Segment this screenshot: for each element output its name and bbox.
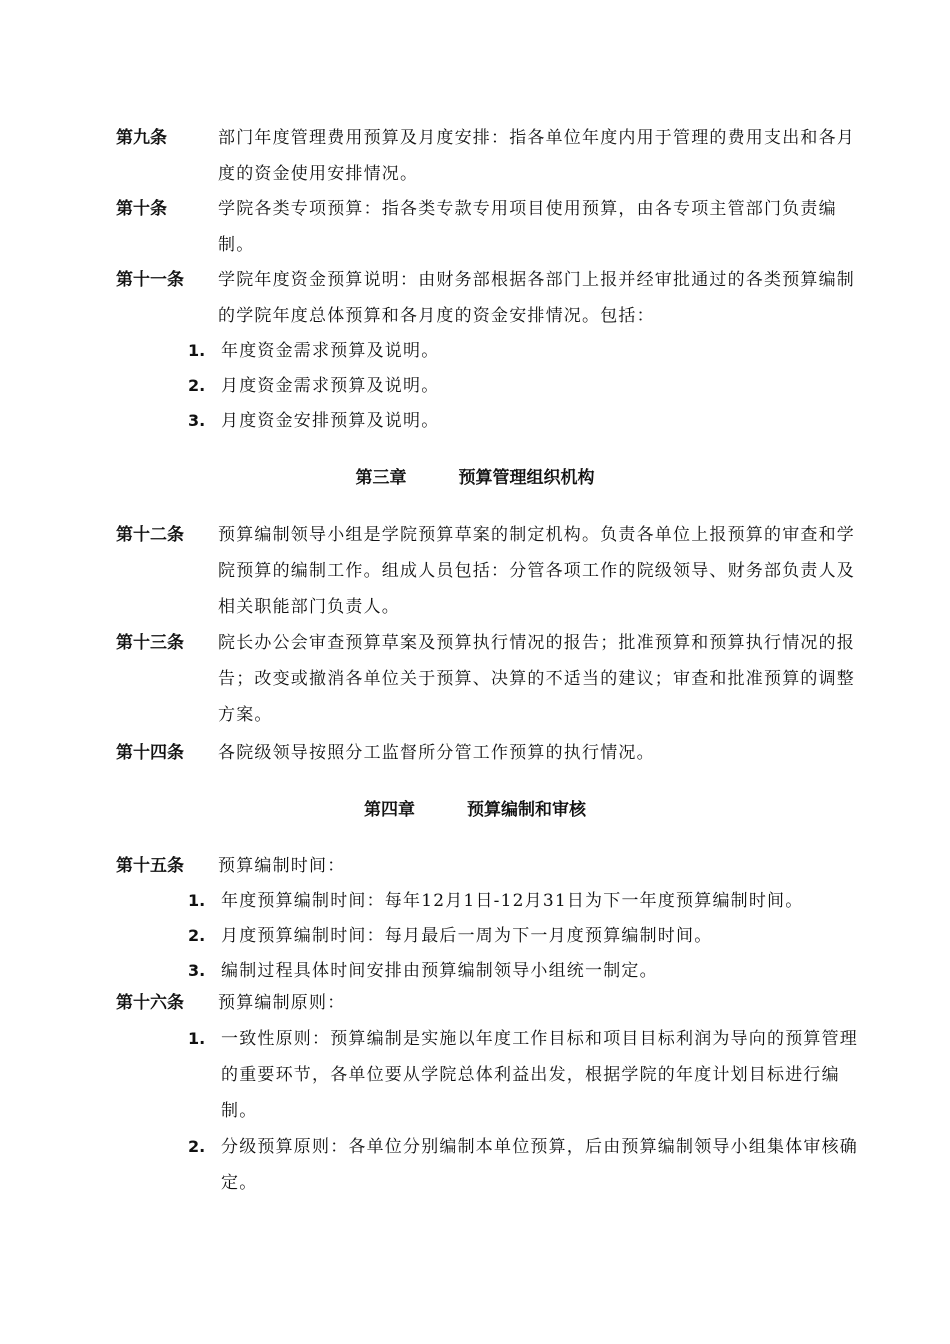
article-label: 第十二条 bbox=[116, 525, 184, 545]
item-number: 1. bbox=[188, 891, 206, 910]
article-text: 部门年度管理费用预算及月度安排：指各单位年度内用于管理的费用支出和各月度的资金使用安排情况。 bbox=[218, 128, 855, 184]
list-item bbox=[188, 333, 858, 369]
article-label: 第十一条 bbox=[116, 270, 184, 290]
list-item bbox=[188, 1021, 858, 1129]
article-label: 第九条 bbox=[116, 128, 167, 148]
item-text: 年度资金需求预算及说明。 bbox=[221, 341, 440, 361]
article-15 bbox=[116, 848, 856, 884]
article-text: 学院年度资金预算说明：由财务部根据各部门上报并经审批通过的各类预算编制的学院年度总体预算和各月度的资金安排情况。包括： bbox=[218, 270, 855, 326]
article-16 bbox=[116, 985, 856, 1021]
list-item bbox=[188, 883, 858, 919]
article-12 bbox=[116, 517, 856, 625]
article-text: 预算编制原则： bbox=[218, 993, 346, 1013]
item-text: 年度预算编制时间：每年12月1日-12月31日为下一年度预算编制时间。 bbox=[221, 891, 804, 911]
article-10 bbox=[116, 191, 856, 263]
item-number: 2. bbox=[188, 1137, 206, 1156]
article-14 bbox=[116, 735, 856, 771]
list-item bbox=[188, 918, 858, 954]
item-text: 一致性原则：预算编制是实施以年度工作目标和项目目标利润为导向的预算管理的重要环节，各单位要从学院总体利益出发，根据学院的年度计划目标进行编制。 bbox=[221, 1029, 858, 1121]
article-label: 第十四条 bbox=[116, 743, 184, 763]
chapter-number: 第四章 bbox=[364, 800, 415, 820]
article-label: 第十三条 bbox=[116, 633, 184, 653]
chapter-title: 预算管理组织机构 bbox=[458, 468, 595, 488]
article-11 bbox=[116, 262, 856, 334]
chapter-title: 预算编制和审核 bbox=[467, 800, 586, 820]
item-text: 月度资金安排预算及说明。 bbox=[221, 411, 440, 431]
item-number: 1. bbox=[188, 1029, 206, 1048]
article-13 bbox=[116, 625, 856, 733]
article-label: 第十条 bbox=[116, 199, 167, 219]
item-text: 月度资金需求预算及说明。 bbox=[221, 376, 440, 396]
item-number: 3. bbox=[188, 411, 206, 430]
article-label: 第十五条 bbox=[116, 856, 184, 876]
chapter-heading-3 bbox=[0, 460, 950, 496]
item-number: 2. bbox=[188, 926, 206, 945]
item-text: 分级预算原则：各单位分别编制本单位预算，后由预算编制领导小组集体审核确定。 bbox=[221, 1137, 858, 1193]
list-item bbox=[188, 1129, 858, 1201]
article-9 bbox=[116, 120, 856, 192]
item-number: 3. bbox=[188, 961, 206, 980]
list-item bbox=[188, 368, 858, 404]
item-text: 编制过程具体时间安排由预算编制领导小组统一制定。 bbox=[221, 961, 658, 981]
item-text: 月度预算编制时间：每月最后一周为下一月度预算编制时间。 bbox=[221, 926, 713, 946]
article-text: 院长办公会审查预算草案及预算执行情况的报告；批准预算和预算执行情况的报告；改变或撤消各单位关于预算、决算的不适当的建议；审查和批准预算的调整方案。 bbox=[218, 633, 855, 725]
article-text: 预算编制时间： bbox=[218, 856, 346, 876]
list-item bbox=[188, 403, 858, 439]
article-text: 预算编制领导小组是学院预算草案的制定机构。负责各单位上报预算的审查和学院预算的编制工作。组成人员包括：分管各项工作的院级领导、财务部负责人及相关职能部门负责人。 bbox=[218, 525, 855, 617]
item-number: 1. bbox=[188, 341, 206, 360]
article-text: 各院级领导按照分工监督所分管工作预算的执行情况。 bbox=[218, 743, 655, 763]
article-text: 学院各类专项预算：指各类专款专用项目使用预算，由各专项主管部门负责编制。 bbox=[218, 199, 837, 255]
article-label: 第十六条 bbox=[116, 993, 184, 1013]
chapter-number: 第三章 bbox=[355, 468, 407, 488]
list-item bbox=[188, 953, 858, 989]
chapter-heading-4 bbox=[0, 792, 950, 828]
item-number: 2. bbox=[188, 376, 206, 395]
